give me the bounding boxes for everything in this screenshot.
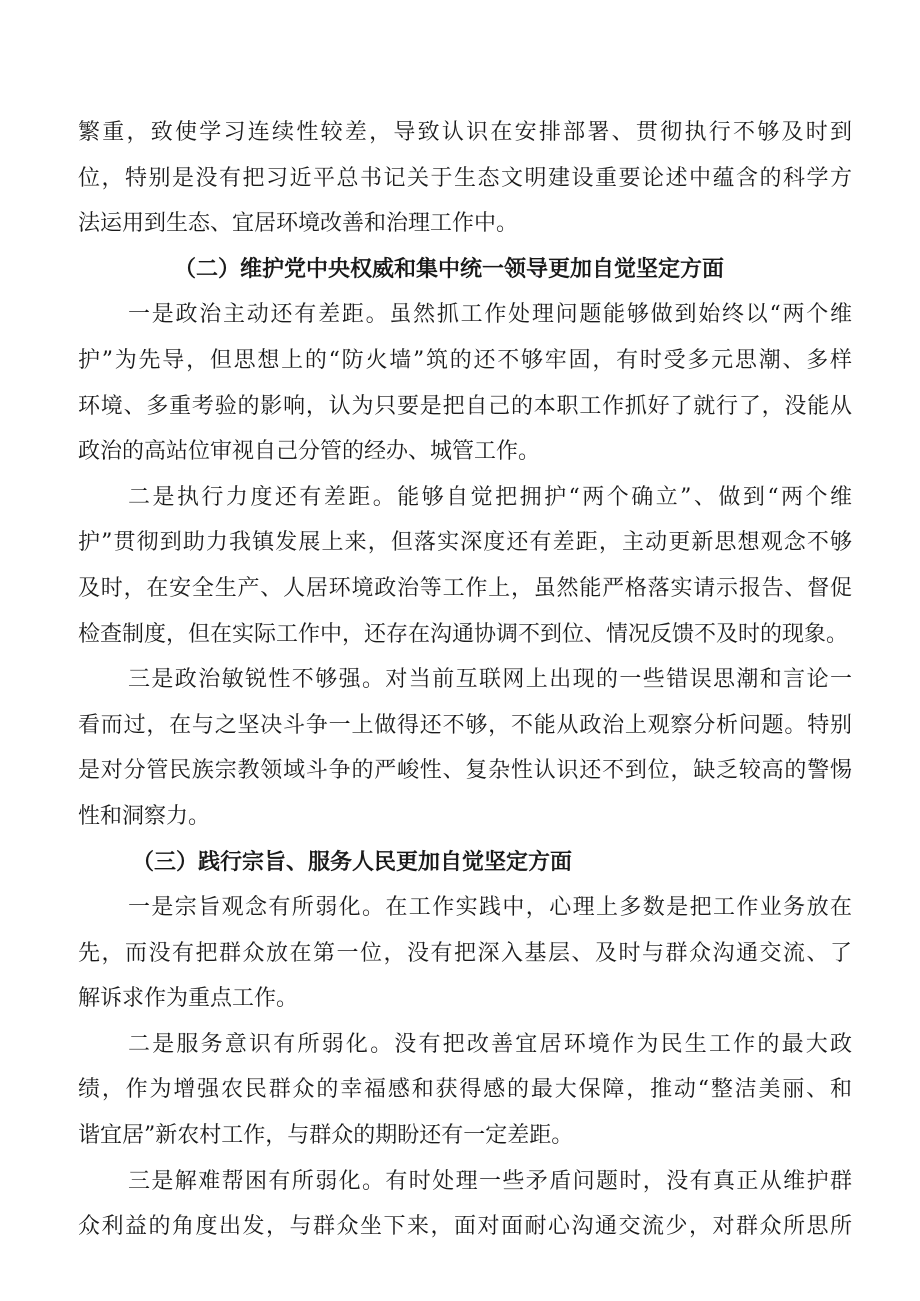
section-heading-3: （三）践行宗旨、服务人民更加自觉坚定方面: [132, 849, 573, 875]
paragraph-1: [78, 110, 852, 247]
text-line: 三是解难帮困有所弱化。有时处理一些矛盾问题时，没有真正从维护群: [128, 1168, 852, 1194]
text-line: 检查制度，但在实际工作中，还存在沟通协调不到位、情况反馈不及时的现象。: [78, 621, 849, 647]
document-page: [78, 110, 852, 1250]
text-line: 先，而没有把群众放在第一位，没有把深入基层、及时与群众沟通交流、了: [78, 940, 852, 966]
text-line: 解诉求作为重点工作。: [78, 986, 299, 1012]
text-line: 法运用到生态、宜居环境改善和治理工作中。: [78, 211, 519, 237]
text-line: 一是政治主动还有差距。虽然抓工作处理问题能够做到始终以“两个维: [128, 302, 852, 328]
text-line: 政治的高站位审视自己分管的经办、城管工作。: [78, 439, 541, 465]
paragraph-6: [78, 1022, 852, 1159]
paragraph-2: [78, 292, 852, 474]
text-line: 护”为先导，但思想上的“防火墙”筑的还不够牢固，有时受多元思潮、多样: [78, 347, 852, 373]
text-line: 看而过，在与之坚决斗争一上做得还不够，不能从政治上观察分析问题。特别: [78, 712, 852, 738]
text-line: 三是政治敏锐性不够强。对当前互联网上出现的一些错误思潮和言论一: [128, 667, 852, 693]
text-line: 众利益的角度出发，与群众坐下来，面对面耐心沟通交流少，对群众所思所: [78, 1214, 852, 1240]
text-line: 环境、多重考验的影响，认为只要是把自己的本职工作抓好了就行了，没能从: [78, 393, 852, 419]
text-line: 谐宜居”新农村工作，与群众的期盼还有一定差距。: [78, 1123, 574, 1149]
text-line: 二是服务意识有所弱化。没有把改善宜居环境作为民生工作的最大政: [128, 1031, 852, 1057]
paragraph-5: [78, 885, 852, 1022]
text-line: 及时，在安全生产、人居环境政治等工作上，虽然能严格落实请示报告、督促: [78, 575, 852, 601]
text-line: 是对分管民族宗教领域斗争的严峻性、复杂性认识还不到位，缺乏较高的警惕: [78, 758, 852, 784]
text-line: 绩，作为增强农民群众的幸福感和获得感的最大保障，推动“整洁美丽、和: [78, 1077, 852, 1103]
text-line: 护”贯彻到助力我镇发展上来，但落实深度还有差距，主动更新思想观念不够: [78, 530, 852, 556]
paragraph-7: [78, 1159, 852, 1250]
paragraph-3: [78, 475, 852, 657]
paragraph-4: [78, 657, 852, 839]
section-heading-2: （二）维护党中央权威和集中统一领导更加自觉坚定方面: [174, 256, 725, 282]
text-line: 位，特别是没有把习近平总书记关于生态文明建设重要论述中蕴含的科学方: [78, 165, 852, 191]
text-line: 性和洞察力。: [78, 803, 211, 829]
text-line: 一是宗旨观念有所弱化。在工作实践中，心理上多数是把工作业务放在: [128, 895, 852, 921]
text-line: 二是执行力度还有差距。能够自觉把拥护“两个确立”、做到“两个维: [128, 484, 852, 510]
text-line: 繁重，致使学习连续性较差，导致认识在安排部署、贯彻执行不够及时到: [78, 120, 852, 145]
